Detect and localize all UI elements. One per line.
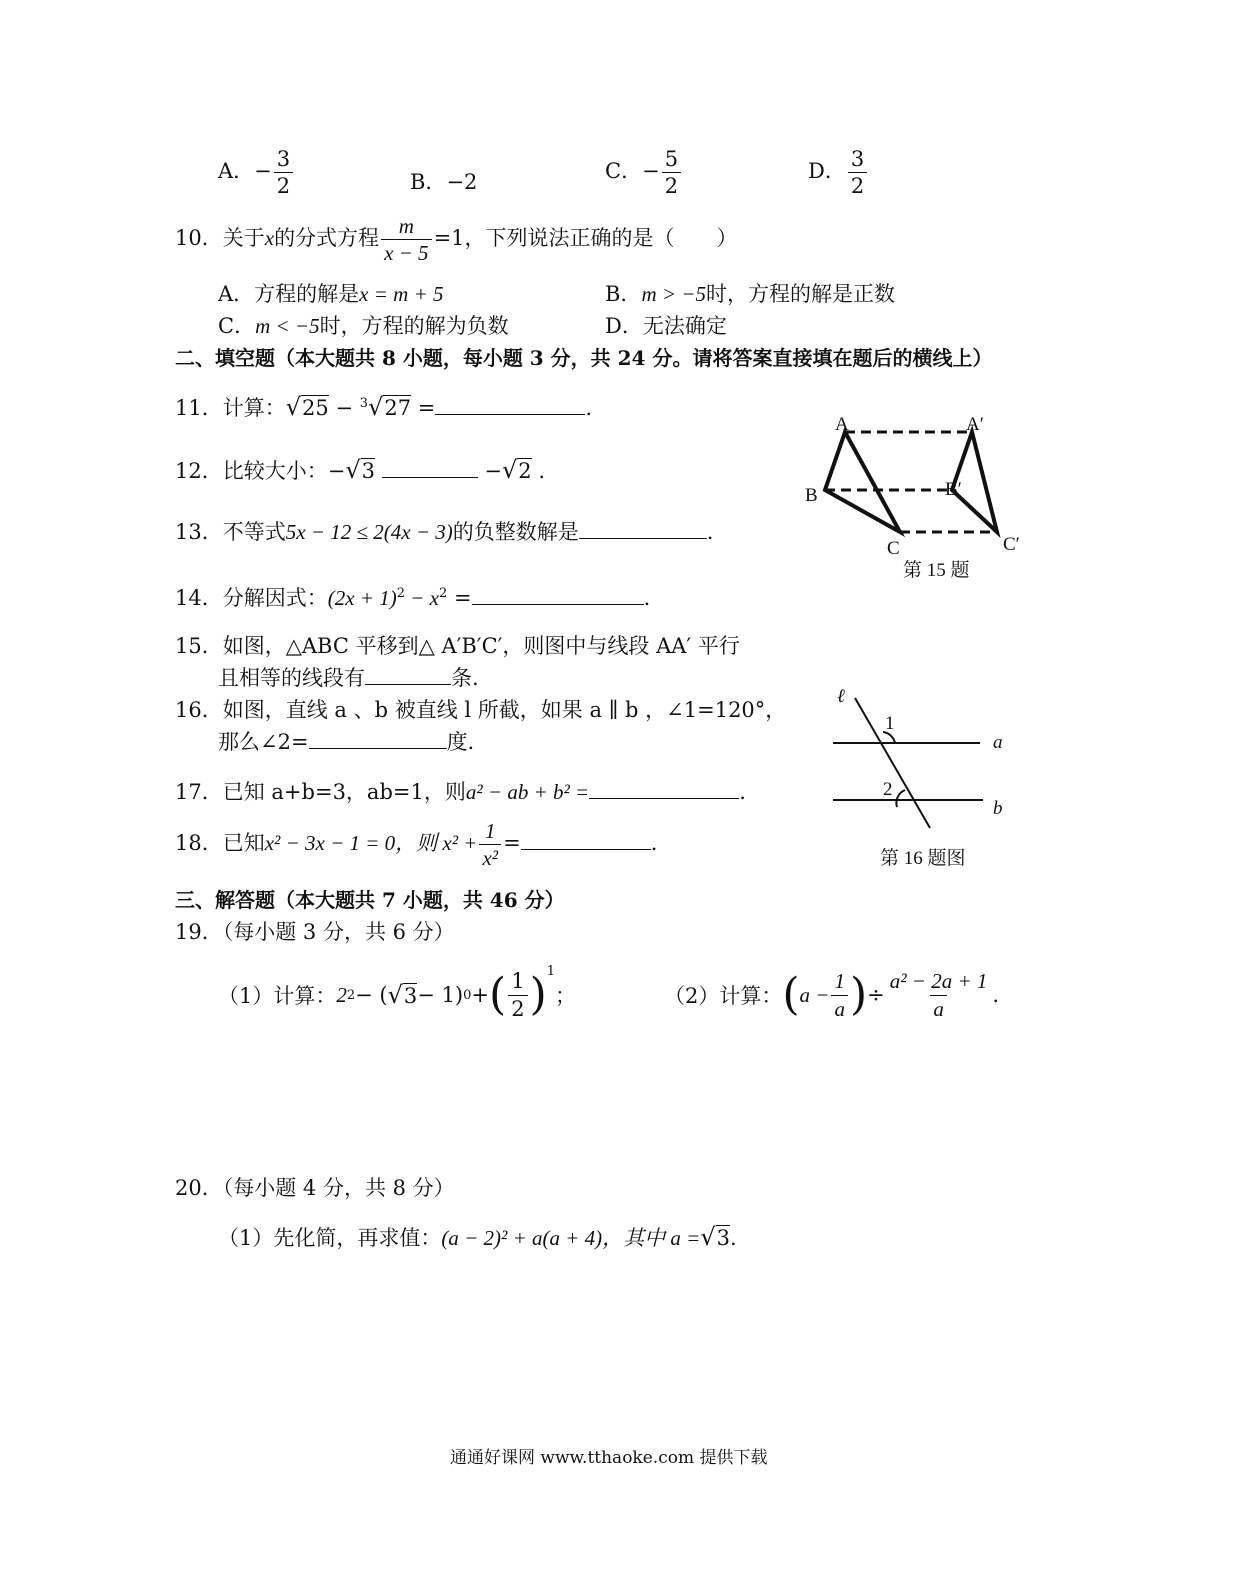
q19-part1: （1）计算： 2 2 − ( √ 3 − 1) 0 + ( $\frac{1}{2}$ ) $^1$ ； [218,964,577,1021]
q11: 11．计算：√25 − $^3$√27 = . [175,393,593,421]
triangle-abc [825,432,900,532]
q20-header: 20．（每小题 4 分，共 8 分） [175,1176,455,1200]
q10-option-b: B．m > −5时，方程的解是正数 [605,282,895,306]
q17: 17．已知 a+b=3，ab=1，则a² − ab + b² = . [175,780,746,804]
label-1: 1 [885,713,895,734]
fig16-caption: 第 16 题图 [880,848,966,869]
section2-title: 二、填空题（本大题共 8 小题，每小题 3 分，共 24 分。请将答案直接填在题后的横线上） [175,346,993,370]
q9-option-a: A．− $\frac{3}{2}$ [218,148,295,197]
footer: 通通好课网 www.tthaoke.com 提供下载 [450,1448,768,1468]
q20-part1: （1）先化简，再求值：(a − 2)² + a(a + 4)，其中 a =√3. [218,1223,737,1251]
figure-15 [795,410,1045,585]
q9-option-c: C．− $\frac{5}{2}$ [605,148,683,197]
q18: 18．已知x² − 3x − 1 = 0，则 x² + $\frac{1}{\text{x²}}$ = . [175,819,658,871]
q19-part2: （2）计算： ( a − $\frac{1}{a}$ ) ÷ $\frac{\text{a² − 2a + 1}}{a}$ . [664,969,1000,1021]
label-b: B [805,485,818,506]
q14: 14．分解因式：$(2x + 1)^2 - x^2$ = . [175,586,651,610]
label-c: C [887,538,900,559]
label-b: b [993,798,1003,819]
q10-option-c: C．m < −5时，方程的解为负数 [218,314,509,338]
label-b-prime: B′ [945,479,962,500]
fig15-caption: 第 15 题 [903,560,970,581]
q9-option-d: D． $\frac{3}{2}$ [808,148,869,197]
section3-title: 三、解答题（本大题共 7 小题，共 46 分） [175,888,565,912]
q16-line2: 那么∠2= 度. [218,730,475,754]
q12: 12．比较大小：−√3 −√2 . [175,456,546,484]
q19-header: 19．（每小题 3 分，共 6 分） [175,920,455,944]
q16-line1: 16．如图，直线 a 、b 被直线 l 所截，如果 a ∥ b ，∠1=120°， [175,698,787,722]
q15-line2: 且相等的线段有 条. [218,666,479,690]
label-2: 2 [883,779,893,800]
q13: 13．不等式5x − 12 ≤ 2(4x − 3)的负整数解是 . [175,520,714,544]
label-a: a [993,732,1003,753]
q10-option-d: D．无法确定 [605,314,727,338]
q10-option-a: A．方程的解是x = m + 5 [218,282,444,306]
q10-stem: 10．关于x的分式方程 $\frac{m}{x - 5}$ =1，下列说法正确的是（ ） [175,214,738,266]
label-c-prime: C′ [1003,534,1020,555]
label-l: ℓ [837,686,845,707]
angle-2-arc [896,790,905,807]
q9-option-b: B．−2 [410,170,478,194]
q15-line1: 15．如图，△ABC 平移到△ A′B′C′，则图中与线段 AA′ 平行 [175,634,740,658]
label-a-prime: A′ [966,414,984,435]
figure-16 [825,680,1025,875]
label-a: A [835,414,849,435]
